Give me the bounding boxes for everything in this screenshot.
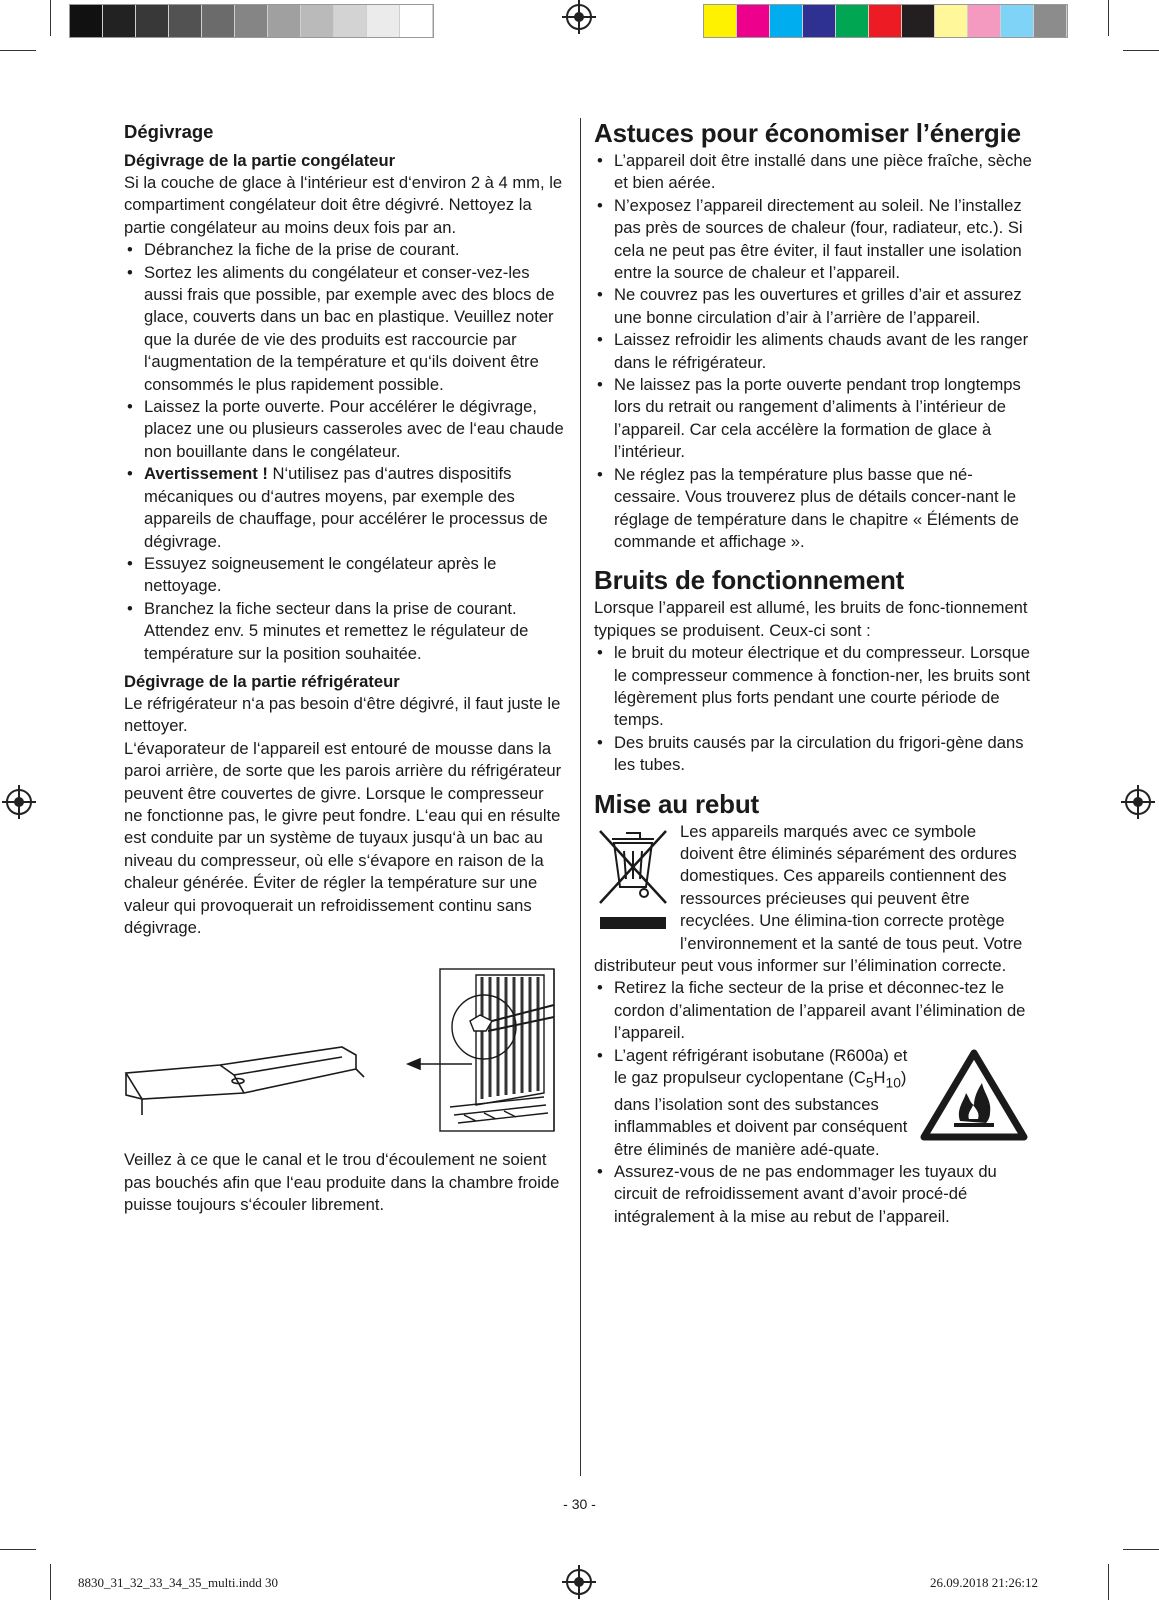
- swatch: [902, 5, 935, 37]
- energy-tips-list: [594, 150, 1034, 553]
- list-item: • Des bruits causés par la circulation du frigori-gène dans les tubes.: [594, 732, 1034, 777]
- swatch: [770, 5, 803, 37]
- swatch: [935, 5, 968, 37]
- list-item: • Ne réglez pas la température plus basse que né-cessaire. Vous trouverez plus de détails concer-nant le réglage de température dans le chapitre « Éléments de commande et affichage ».: [594, 464, 1034, 554]
- registration-mark-icon: [6, 789, 32, 815]
- list-item: • Ne couvrez pas les ouvertures et grilles d’air et assurez une bonne circulation d’air à l’arrière de l’appareil.: [594, 284, 1034, 329]
- freezer-intro: Si la couche de glace à l‘intérieur est d‘environ 2 à 4 mm, le compartiment congélateur doit être dégivré. Nettoyez la partie congélateur au moins deux fois par an.: [124, 173, 563, 237]
- list-item: • Retirez la fiche secteur de la prise et déconnec-tez le cordon d’alimentation de l’appareil avant l’élimination de l’appareil.: [594, 977, 1034, 1044]
- freezer-defrost-heading: Dégivrage de la partie congélateur: [124, 151, 396, 170]
- swatch: [737, 5, 770, 37]
- freezer-steps-list: [124, 239, 564, 665]
- swatch: [400, 5, 433, 37]
- list-item: • Débranchez la fiche de la prise de courant.: [124, 239, 564, 261]
- warning-text: N‘utilisez pas d‘autres dispositifs mécaniques ou d‘autres moyens, par exemple des appareils de chauffage, pour accélérer le processus de dégivrage.: [144, 464, 548, 551]
- fridge-paragraph-2: L‘évaporateur de l‘appareil est entouré de mousse dans la paroi arrière, de sorte que les parois arrière du réfrigérateur peuvent être couvertes de givre. Lorsque le compresseur ne fonctionne pas, le givre peut fondre. L‘eau qui en résulte est conduite par un système de tuyaux jusqu‘à un bac au niveau du compresseur, où elle s‘évapore en raison de la chaleur générée. Éviter de régler la température sur une valeur qui provoquerait un refroidissement continu sans dégivrage.: [124, 738, 562, 937]
- right-column: [594, 118, 1034, 1228]
- swatch: [301, 5, 334, 37]
- list-item: • Ne laissez pas la porte ouverte pendant trop longtemps lors du retrait ou rangement d’aliments à l’intérieur de l’appareil. Car cela accélère la formation de glace à l’intérieur.: [594, 374, 1034, 464]
- left-column: [124, 118, 564, 1217]
- noise-list: [594, 642, 1034, 776]
- list-item: • L’appareil doit être installé dans une pièce fraîche, sèche et bien aérée.: [594, 150, 1034, 195]
- list-item: • Assurez-vous de ne pas endommager les tuyaux du circuit de refroidissement avant d’avoir procé-dé intégralement à la mise au rebut de l’appareil.: [594, 1161, 1034, 1228]
- list-item: • Sortez les aliments du congélateur et conser-vez-les aussi frais que possible, par exemple avec des blocs de glace, couverts dans un bac en plastique. Veuillez noter que la durée de vie des produits est raccourcie par l‘augmentation de la température et qu‘ils doivent être consommés le plus rapidement possible.: [124, 262, 564, 396]
- swatch: [836, 5, 869, 37]
- slug-filename: 8830_31_32_33_34_35_multi.indd 30: [78, 1575, 279, 1590]
- swatch: [169, 5, 202, 37]
- swatch: [70, 5, 103, 37]
- grayscale-color-bar: [69, 4, 434, 38]
- crop-mark: [50, 1564, 51, 1600]
- registration-mark-icon: [566, 4, 592, 30]
- drain-note: Veillez à ce que le canal et le trou d‘écoulement ne soient pas bouchés afin que l‘eau produite dans la chambre froide puisse toujours s‘écouler librement.: [124, 1150, 560, 1215]
- energy-tips-heading: Astuces pour économiser l’énergie: [594, 118, 1021, 148]
- crop-mark: [0, 1549, 36, 1550]
- list-item: • Laissez refroidir les aliments chauds avant de les ranger dans le réfrigérateur.: [594, 329, 1034, 374]
- process-color-bar: [703, 4, 1068, 38]
- crop-mark: [1123, 1549, 1159, 1550]
- crop-mark: [1108, 0, 1109, 36]
- list-item: • le bruit du moteur électrique et du compresseur. Lorsque le compresseur commence à fonction-ner, les bruits sont légèrement plus forts pendant une courte période de temps.: [594, 642, 1034, 732]
- column-divider: [580, 118, 581, 1476]
- crossed-out-wheeled-bin-icon: [594, 825, 672, 935]
- registration-mark-icon: [1125, 789, 1151, 815]
- list-item: • Essuyez soigneusement le congélateur après le nettoyage.: [124, 553, 564, 598]
- list-item: • N’exposez l’appareil directement au soleil. Ne l’installez pas près de sources de chaleur (four, radiateur, etc.). Si cela ne peut pas être éviter, il faut installer une isolation entre la source de chaleur et l’appareil.: [594, 195, 1034, 285]
- swatch: [803, 5, 836, 37]
- slug-timestamp: 26.09.2018 21:26:12: [930, 1575, 1038, 1590]
- drain-channel-illustration: [124, 965, 564, 1135]
- noise-intro: Lorsque l’appareil est allumé, les bruits de fonc-tionnement typiques se produisent. Ceux-ci sont :: [594, 598, 1028, 640]
- crop-mark: [0, 50, 36, 51]
- formula-sub-1: 5: [865, 1074, 874, 1091]
- registration-mark-icon: [566, 1569, 592, 1595]
- page-number: - 30 -: [563, 1496, 596, 1512]
- crop-mark: [1123, 50, 1159, 51]
- formula-sub-2: 10: [885, 1074, 901, 1091]
- fridge-defrost-heading: Dégivrage de la partie réfrigérateur: [124, 671, 400, 691]
- refrigerant-text-a: L’agent réfrigérant isobutane (R600a) et le gaz propulseur cyclopentane (C: [614, 1045, 908, 1088]
- swatch: [1001, 5, 1034, 37]
- flammable-warning-triangle-icon: [920, 1049, 1028, 1141]
- swatch: [202, 5, 235, 37]
- crop-mark: [50, 0, 51, 36]
- swatch: [968, 5, 1001, 37]
- swatch: [704, 5, 737, 37]
- list-item: • Branchez la fiche secteur dans la prise de courant. Attendez env. 5 minutes et remettez le régulateur de température sur la position souhaitée.: [124, 598, 564, 665]
- disposal-heading: Mise au rebut: [594, 788, 759, 819]
- swatch: [103, 5, 136, 37]
- disposal-intro: Les appareils marqués avec ce symbole doivent être éliminés séparément des ordures domestiques. Ces appareils contiennent des ressources précieuses qui peuvent être recyclées. Une élimina-tion correcte protège l’environnement et la santé de tous peut. Votre distributeur peut vous informer sur l’élimination correcte.: [594, 821, 1023, 975]
- defrost-heading: Dégivrage: [124, 121, 214, 142]
- swatch: [367, 5, 400, 37]
- swatch: [334, 5, 367, 37]
- swatch: [869, 5, 902, 37]
- list-item: • Laissez la porte ouverte. Pour accélérer le dégivrage, placez une ou plusieurs casseroles avec de l‘eau chaude non bouillante dans le congélateur.: [124, 396, 564, 463]
- list-item-warning: [124, 463, 564, 553]
- crop-mark: [1108, 1564, 1109, 1600]
- disposal-list: [594, 977, 1034, 1228]
- swatch: [136, 5, 169, 37]
- fridge-paragraph-1: Le réfrigérateur n‘a pas besoin d‘être dégivré, il faut juste le nettoyer.: [124, 693, 561, 736]
- warning-label: Avertissement !: [144, 464, 268, 484]
- drain-channel-drawing: [124, 965, 564, 1135]
- list-item-flammable: [594, 1045, 1034, 1161]
- refrigerant-text-b: ) dans l’isolation sont des substances inflammables et doivent par conséquent être éliminés de manière adé-quate.: [614, 1068, 908, 1159]
- noise-heading: Bruits de fonctionnement: [594, 565, 905, 596]
- swatch: [1034, 5, 1067, 37]
- formula-h: H: [873, 1068, 886, 1088]
- swatch: [268, 5, 301, 37]
- swatch: [235, 5, 268, 37]
